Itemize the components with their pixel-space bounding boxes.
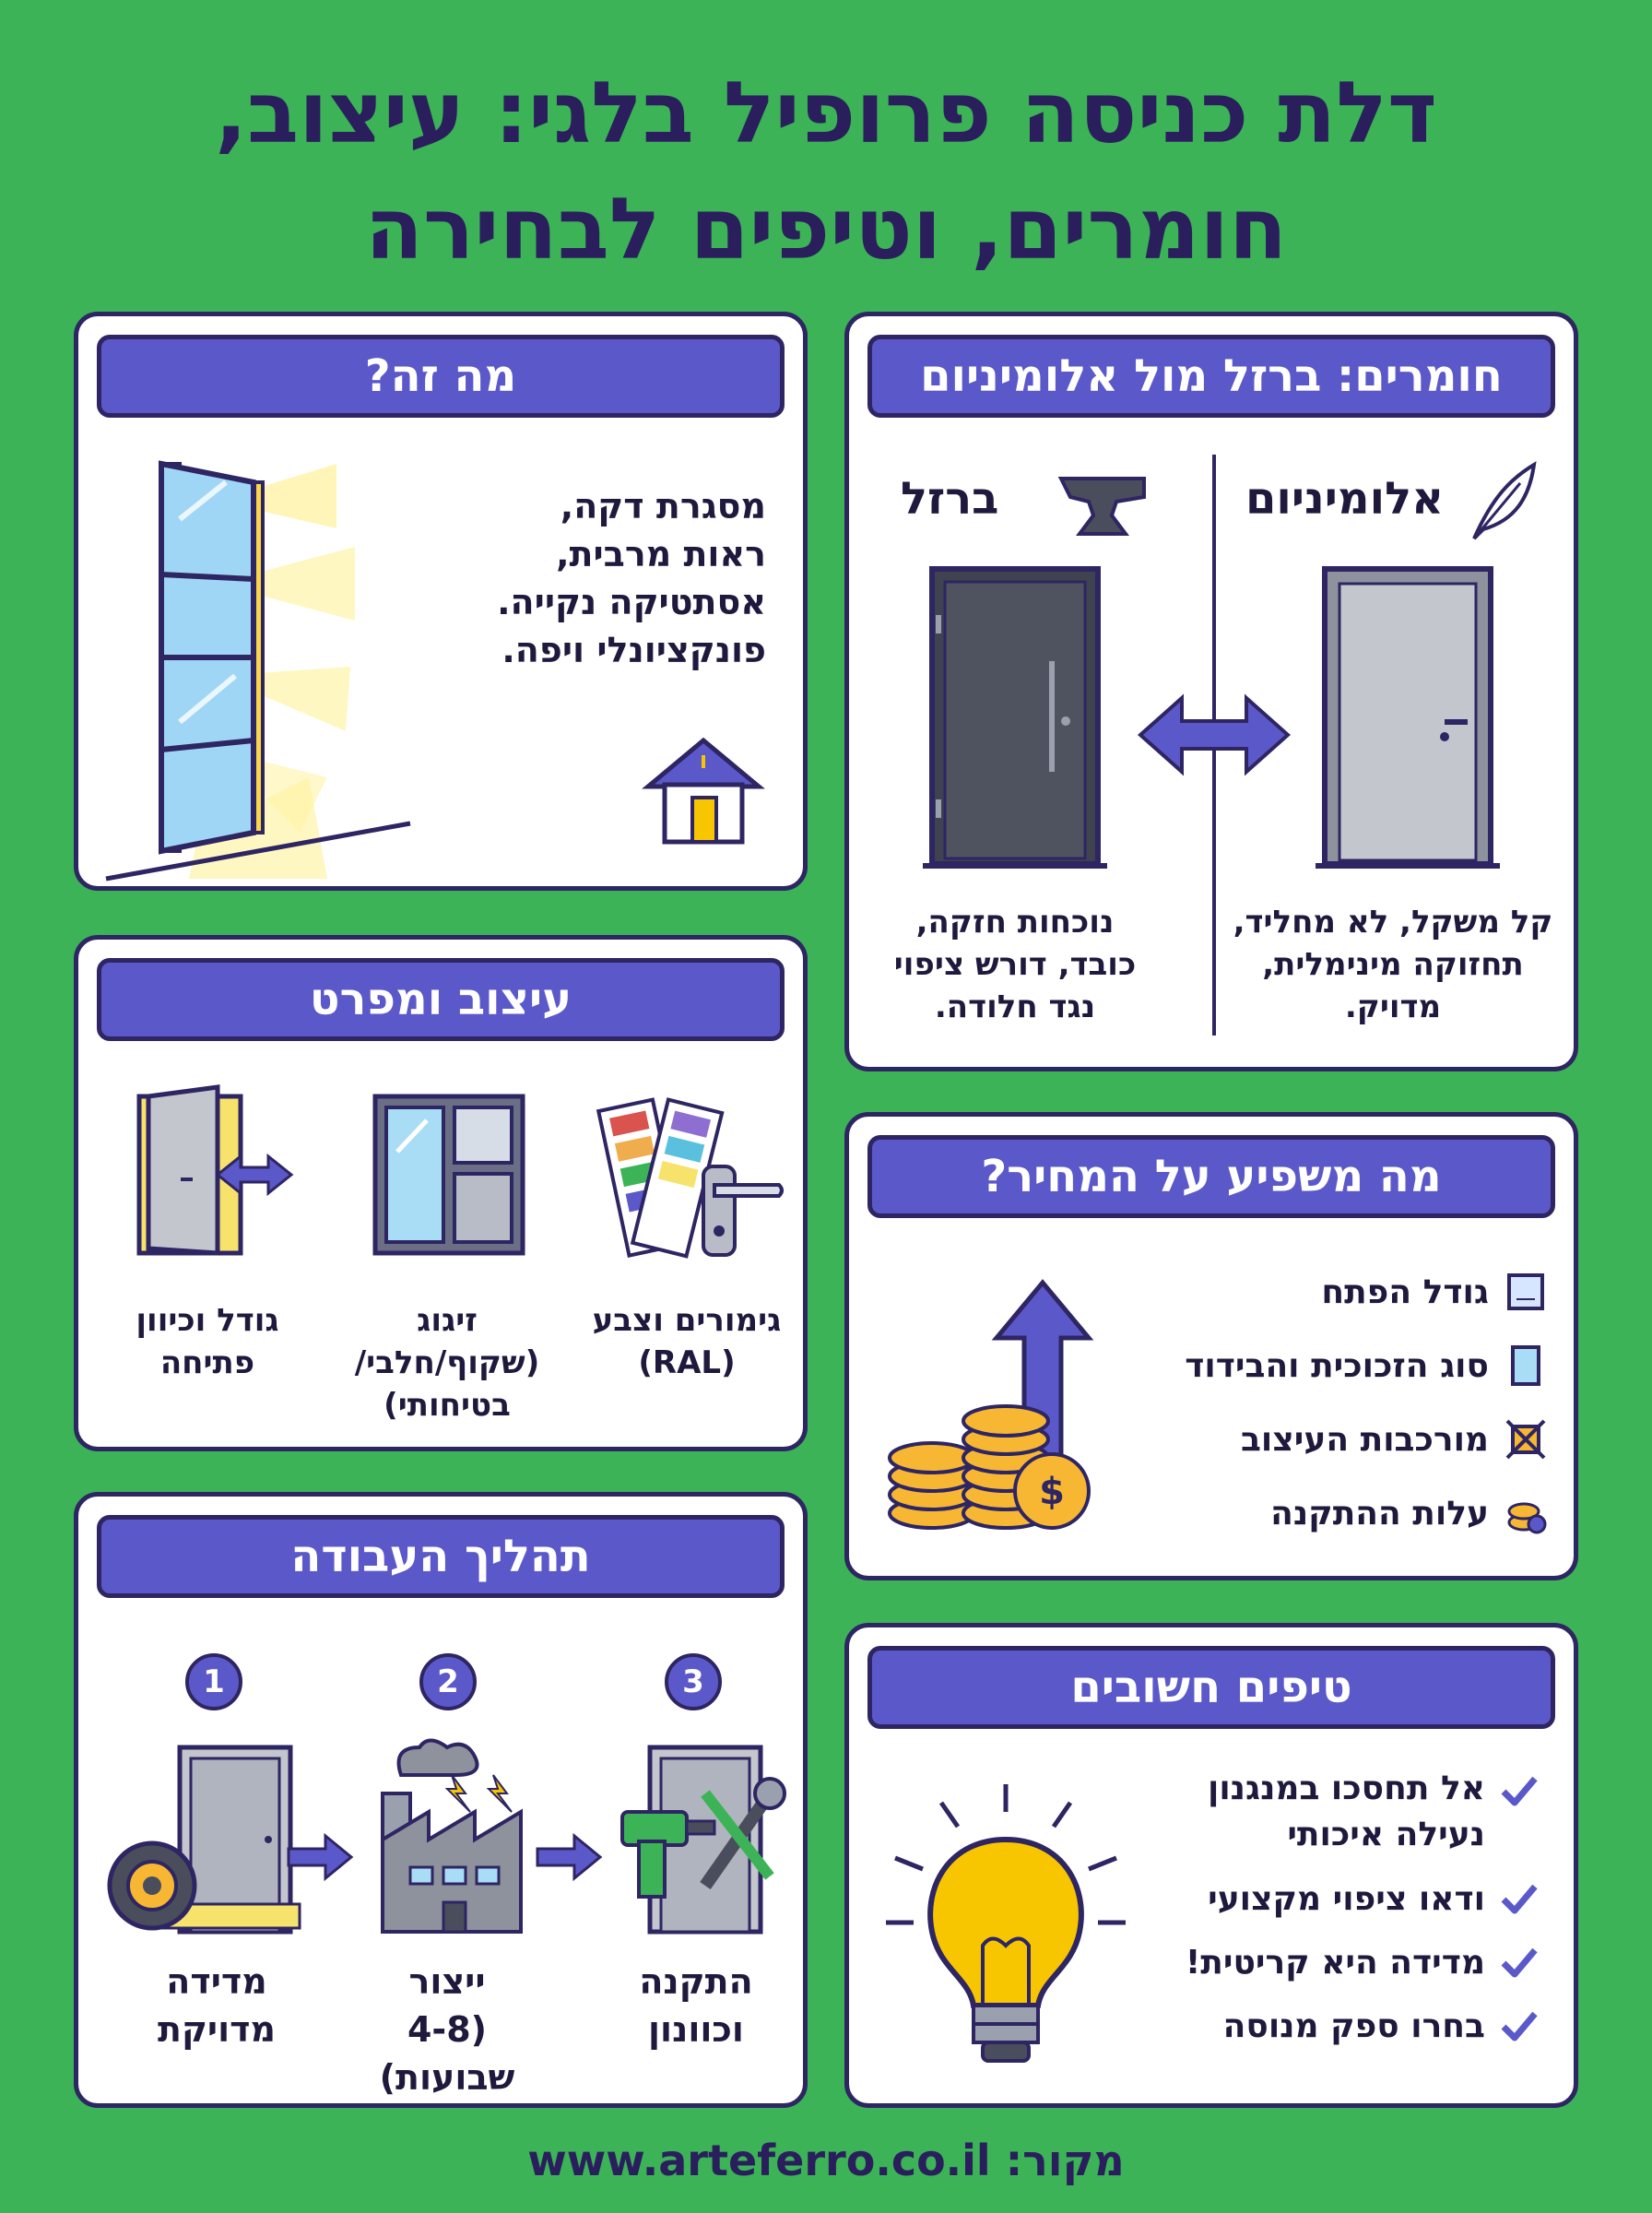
checkmark-icon (1500, 1773, 1537, 1810)
design-header: עיצוב ומפרט (97, 958, 785, 1041)
what-description (497, 482, 766, 674)
lightbulb-icon (886, 1784, 1126, 2079)
design-item-3-line-2: פתיחה (159, 1344, 255, 1381)
price-factor-2-label: סוג הזכוכית והבידוד (1185, 1346, 1489, 1385)
tips-header: טיפים חשובים (867, 1646, 1555, 1729)
arrow-right-icon (289, 1834, 353, 1880)
tip-1-line-1: אל תחסכו במנגנון (1207, 1769, 1485, 1807)
coins-price-rising-icon (886, 1264, 1126, 1541)
svg-text:$: $ (1039, 1471, 1065, 1513)
iron-description (867, 901, 1162, 1028)
design-item-2-line-1: זיגוג (417, 1302, 478, 1339)
design-panel (74, 935, 808, 1451)
iron-desc-line-3: נגד חלודה. (934, 988, 1096, 1025)
tip-item-2 (1103, 1880, 1537, 1918)
design-item-1-line-2: (RAL) (638, 1344, 736, 1381)
what-line-2: ראות מרבית, (556, 534, 766, 574)
design-item-2-line-3: בטיחותי) (384, 1387, 511, 1424)
color-palette-handle-icon (595, 1083, 788, 1259)
step-1-line-1: מדידה (166, 1961, 267, 2002)
checkmark-icon (1500, 2008, 1537, 2045)
price-panel (844, 1112, 1578, 1580)
design-item-2-label (336, 1299, 558, 1426)
step-3-label (595, 1958, 797, 2053)
price-factor-list (1113, 1255, 1546, 1550)
price-header: מה משפיע על המחיר? (867, 1135, 1555, 1218)
anvil-icon (1052, 460, 1153, 543)
factory-icon (355, 1738, 539, 1941)
tip-2-text: ודאו ציפוי מקצועי (1208, 1880, 1485, 1918)
title-line-1: דלת כניסה פרופיל בלגי: עיצוב, (215, 64, 1437, 162)
step-1-number: 1 (185, 1653, 242, 1710)
tip-item-1 (1103, 1766, 1537, 1858)
title-line-2: חומרים, וטיפים לבחירה (364, 180, 1288, 278)
checkmark-icon (1500, 1881, 1537, 1918)
design-item-2-line-2: (שקוף/חלבי/ (354, 1344, 540, 1381)
step-3-number: 3 (665, 1653, 722, 1710)
step-2-line-2: (4-8 שבועות) (379, 2009, 515, 2098)
process-header: תהליך העבודה (97, 1515, 785, 1598)
checkmark-icon (1500, 1945, 1537, 1982)
what-line-3: אסתטיקה נקייה. (497, 582, 766, 622)
price-factor-3 (1113, 1402, 1546, 1476)
tip-3-text: מדידה היא קריטית! (1185, 1944, 1485, 1982)
feather-icon (1465, 460, 1539, 543)
iron-desc-line-1: נוכחות חזקה, (915, 904, 1115, 941)
house-icon (639, 731, 768, 851)
step-3-line-2: וכוונון (648, 2009, 744, 2050)
step-2-line-1: ייצור (408, 1961, 486, 2002)
door-opening-icon (130, 1087, 296, 1262)
design-item-1-label (576, 1299, 797, 1384)
materials-panel (844, 312, 1578, 1071)
crop-design-icon (1505, 1419, 1546, 1460)
aluminum-label: אלומיניום (1245, 473, 1445, 525)
tip-item-4 (1103, 2007, 1537, 2045)
tips-panel (844, 1623, 1578, 2108)
price-factor-3-label: מורכבות העיצוב (1240, 1420, 1489, 1459)
process-panel (74, 1492, 808, 2108)
price-factor-1 (1113, 1255, 1546, 1329)
what-line-4: פונקציונלי ויפה. (502, 630, 766, 670)
tape-measure-icon (106, 1738, 309, 1941)
arrow-right-icon (537, 1834, 602, 1880)
price-factor-4 (1113, 1476, 1546, 1550)
step-3-line-1: התקנה (639, 1961, 753, 2002)
aluminum-door-icon (1316, 560, 1500, 873)
page-title (55, 55, 1597, 288)
design-item-3-label (97, 1299, 318, 1384)
tip-item-3 (1103, 1944, 1537, 1982)
iron-desc-line-2: כובד, דורש ציפוי (893, 946, 1137, 983)
glazing-window-icon (366, 1087, 532, 1262)
tip-1-text (1208, 1766, 1485, 1858)
price-factor-1-label: גודל הפתח (1321, 1272, 1489, 1311)
tips-list (1103, 1766, 1537, 2045)
double-arrow-icon (1136, 689, 1292, 781)
aluminum-desc-line-2: תחזוקה מינימלית, (1262, 946, 1524, 983)
step-1-line-2: מדויקת (157, 2009, 276, 2050)
materials-header: חומרים: ברזל מול אלומיניום (867, 335, 1555, 418)
glass-pane-icon (1505, 1345, 1546, 1386)
step-2-label (336, 1958, 558, 2101)
price-factor-2 (1113, 1329, 1546, 1402)
frame-size-icon (1505, 1272, 1546, 1312)
open-door-light-icon (106, 445, 438, 888)
drill-wrench-icon (613, 1738, 797, 1941)
aluminum-desc-line-3: מדויק. (1344, 988, 1442, 1025)
what-line-1: מסגרת דקה, (560, 486, 766, 527)
step-2-number: 2 (419, 1653, 477, 1710)
what-panel (74, 312, 808, 891)
price-factor-4-label: עלות ההתקנה (1270, 1494, 1489, 1533)
iron-label: ברזל (901, 473, 999, 525)
coins-icon (1505, 1493, 1546, 1533)
aluminum-desc-line-1: קל משקל, לא מחליד, (1233, 904, 1553, 941)
tip-1-line-2: נעילה איכותי (1287, 1816, 1485, 1853)
design-item-3-line-1: גודל וכיוון (136, 1302, 279, 1339)
tip-4-text: בחרו ספק מנוסה (1222, 2007, 1485, 2045)
step-1-label (115, 1958, 318, 2053)
iron-door-icon (923, 560, 1107, 873)
design-item-1-line-1: גימורים וצבע (592, 1302, 782, 1339)
what-header: מה זה? (97, 335, 785, 418)
aluminum-description (1218, 901, 1568, 1028)
source-footer: מקור: www.arteferro.co.il (527, 2136, 1125, 2185)
